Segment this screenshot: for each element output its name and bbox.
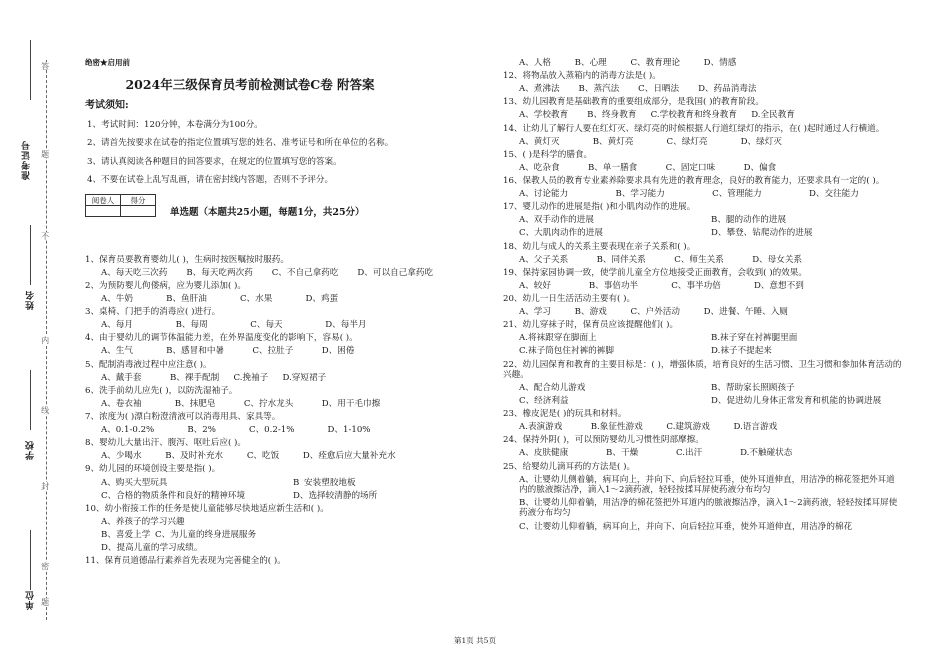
options: A、双手动作的进展 B、腿的动作的进展 bbox=[519, 215, 787, 226]
option: B、让婴幼儿仰着躺，用洁净的棉花签把外耳道内的脓液擦洁净，滴入1～2滴药液，轻轻按揉耳屏使药液分布均匀 bbox=[519, 498, 898, 519]
options: A、煮沸法 B、蒸汽法 C、日晒法 D、药品消毒法 bbox=[519, 84, 757, 95]
question-stem: 11、保育员道德品行素养首先表现为完善健全的( )。 bbox=[85, 556, 286, 567]
right-column bbox=[503, 58, 903, 535]
option: A、让婴幼儿侧着躺，病耳向上，并向下、向后轻拉耳垂，使外耳道伸直，用洁净的棉花签把外耳道内的脓液擦洁净，滴入1～2滴药液，轻轻按揉耳屏使药液分布均匀 bbox=[519, 474, 895, 496]
exam-number-field[interactable] bbox=[30, 40, 31, 100]
score-table bbox=[85, 194, 156, 217]
question bbox=[503, 268, 903, 291]
question-stem: 25、给婴幼儿滴耳药的方法是( )。 bbox=[503, 461, 636, 472]
options: A、父子关系 B、同伴关系 C、师生关系 D、母女关系 bbox=[519, 254, 803, 265]
question bbox=[85, 504, 485, 554]
question-stem: 15、( )是科学的膳食。 bbox=[503, 149, 593, 160]
seal-mark: 线 bbox=[40, 406, 50, 414]
question-stem: 13、幼儿园教育是基础教育的重要组成部分，是我国( )的教育阶段。 bbox=[503, 97, 764, 108]
seal-mark: 封 bbox=[40, 482, 50, 490]
question-stem: 9、幼儿园的环境创设主要是指( )。 bbox=[85, 464, 221, 475]
options: A、讨论能力 B、学习能力 C、管理能力 D、交往能力 bbox=[519, 189, 859, 200]
notice-item: 4、不要在试卷上乱写乱画，请在密封线内答题，否则不予评分。 bbox=[87, 174, 334, 185]
options: A、人格 B、心理 C、教育理论 D、情感 bbox=[519, 58, 737, 68]
question-stem: 16、保教人员的教育专业素养除要求具有先进的教育理念，良好的教育能力，还要求具有一定的( )。 bbox=[503, 175, 885, 186]
question-stem: 1、保育员要教育婴幼儿( )，生病时按医嘱按时服药。 bbox=[85, 254, 289, 265]
question bbox=[85, 386, 485, 409]
question bbox=[503, 71, 903, 94]
question bbox=[85, 281, 485, 304]
page-footer: 第1页 共5页 bbox=[454, 636, 496, 645]
seal-mark: 不 bbox=[40, 232, 50, 240]
name-label: 姓名 bbox=[26, 290, 36, 310]
option: B、喜爱上学 C、为儿童的终身进展服务 bbox=[101, 529, 257, 540]
question-stem: 22、幼儿园保育和教育的主要目标是：( )，增强体质，培育良好的生活习惯、卫生习惯和参加体育活动的兴趣。 bbox=[503, 359, 902, 380]
options: A、每天吃三次药 B、每天吃两次药 C、不自己拿药吃 D、可以自己拿药吃 bbox=[101, 267, 434, 278]
options: C、合格的物质条件和良好的精神环境 D、选择较清静的场所 bbox=[101, 490, 378, 501]
notice-heading: 考试须知: bbox=[85, 100, 129, 111]
question-stem: 8、婴幼儿大量出汗、腹泻、呕吐后应( )。 bbox=[85, 438, 246, 449]
seal-mark: 答 bbox=[40, 62, 50, 70]
question bbox=[503, 176, 903, 199]
question bbox=[85, 307, 485, 330]
question bbox=[85, 412, 485, 435]
options: A、较好 B、事倍功半 C、事半功倍 D、意想不到 bbox=[519, 280, 804, 291]
seal-mark: 密 bbox=[40, 562, 50, 570]
seal-mark: 题 bbox=[40, 150, 50, 158]
left-column bbox=[85, 58, 485, 569]
score-cell[interactable] bbox=[121, 206, 156, 217]
question bbox=[503, 294, 903, 317]
question bbox=[503, 360, 903, 407]
question-stem: 14、让幼儿了解行人要在红灯灭、绿灯亮的时候根据人行道红绿灯的指示，在( )起时通过人行横道。 bbox=[503, 123, 885, 134]
option: C、让婴幼儿仰着躺，病耳向上，并向下、向后轻拉耳垂，使外耳道伸直，用洁净的棉花 bbox=[519, 521, 853, 532]
reviewer-cell[interactable] bbox=[86, 206, 121, 217]
option: D、提高儿童的学习成绩。 bbox=[101, 543, 203, 554]
school-field[interactable] bbox=[30, 370, 31, 430]
question bbox=[85, 464, 485, 501]
exam-number-label: 准考证号 bbox=[22, 140, 32, 180]
question-stem: 23、橡皮泥是( )的玩具和材料。 bbox=[503, 409, 627, 420]
score-box bbox=[85, 193, 485, 218]
question-stem: 7、浓度为( )漂白粉澄清液可以消毒用具、家具等。 bbox=[85, 411, 281, 422]
question bbox=[85, 360, 485, 383]
options: A、少喝水 B、及时补充水 C、吃饭 D、痊愈后应大量补充水 bbox=[101, 451, 396, 462]
question bbox=[503, 435, 903, 458]
question bbox=[85, 333, 485, 356]
question bbox=[503, 150, 903, 173]
school-label: 学校 bbox=[26, 440, 36, 460]
question-stem: 18、幼儿与成人的关系主要表现在亲子关系和( )。 bbox=[503, 241, 696, 252]
section-heading: 单选题（本题共25小题，每题1分，共25分） bbox=[170, 207, 365, 219]
notice-item: 1、考试时间：120分钟，本卷满分为100分。 bbox=[87, 120, 263, 130]
options: A、卷衣袖 B、抹肥皂 C、拧水龙头 D、用干毛巾擦 bbox=[101, 398, 381, 409]
question bbox=[503, 409, 903, 432]
question-stem: 17、婴儿动作的进展是指( )和小肌肉动作的进展。 bbox=[503, 202, 696, 213]
question bbox=[503, 202, 903, 239]
options: A、配合幼儿游戏 B、帮助家长照顾孩子 bbox=[519, 382, 795, 393]
options: A、戴手套 B、裸手配制 C.挽袖子 D.穿短裙子 bbox=[101, 372, 327, 383]
options: A、生气 B、感冒和中暑 C、拉肚子 D、困倦 bbox=[101, 346, 355, 357]
question-stem: 12、将物品放入蒸箱内的消毒方法是( )。 bbox=[503, 71, 661, 82]
score-header: 得分 bbox=[121, 195, 156, 206]
options: A、购买大型玩具 B 安装塑胶地板 bbox=[101, 477, 356, 488]
question-list-left bbox=[85, 255, 485, 567]
page-title: 2024年三级保育员考前检测试卷C卷 附答案 bbox=[125, 77, 375, 92]
notice-item: 2、请首先按要求在试卷的指定位置填写您的姓名、准考证号和所在单位的名称。 bbox=[87, 138, 394, 149]
question bbox=[503, 242, 903, 265]
question bbox=[85, 438, 485, 461]
options: A、每月 B、每周 C、每天 D、每半月 bbox=[101, 320, 367, 331]
options: C、经济利益 D、促进幼儿身体正常发育和机能的协调进展 bbox=[519, 396, 882, 407]
question-stem: 2、为预防婴儿佝偻病，应为婴儿添加( )。 bbox=[85, 280, 246, 291]
options: C、大肌肉动作的进展 D、攀登、钻爬动作的进展 bbox=[519, 228, 813, 239]
options: A、吃杂食 B、单一膳食 C、固定口味 D、偏食 bbox=[519, 162, 777, 173]
seal-mark: 题 bbox=[40, 598, 50, 606]
options: A、黄灯灭 B、黄灯亮 C、绿灯亮 D、绿灯灭 bbox=[519, 136, 782, 147]
question-stem: 21、幼儿穿袜子时，保育员应该提醒他们( )。 bbox=[503, 320, 679, 331]
question bbox=[503, 320, 903, 357]
question-stem: 24、保持外阴( )，可以预防婴幼儿习惯性阴部摩擦。 bbox=[503, 435, 704, 446]
options: A、学校教育 B、终身教育 C.学校教育和终身教育 D.全民教育 bbox=[519, 110, 795, 121]
options: A、0.1-0.2% B、2% C、0.2-1% D、1-10% bbox=[101, 425, 371, 436]
option: A、养孩子的学习兴趣 bbox=[101, 516, 185, 527]
question-stem: 6、洗手前幼儿应先( )，以防洗湿袖子。 bbox=[85, 385, 238, 396]
question-stem: 4、由于婴幼儿的调节体温能力差，在外界温度变化的影响下，容易( )。 bbox=[85, 333, 358, 344]
options: A.将袜跟穿在脚面上 B.袜子穿在衬裤腿里面 bbox=[519, 333, 798, 344]
question-stem: 10、幼小衔接工作的任务是使儿童能够尽快地适应新生活和( )。 bbox=[85, 503, 329, 514]
secret-mark: 绝密★启用前 bbox=[85, 58, 130, 67]
question bbox=[503, 97, 903, 120]
question-stem: 3、桌椅、门把手的消毒应( )进行。 bbox=[85, 307, 221, 318]
notice-item: 3、请认真阅读各种题目的回答要求，在规定的位置填写您的答案。 bbox=[87, 156, 342, 167]
options: C.袜子筒包住衬裤的裤脚 D.袜子不提起来 bbox=[519, 346, 772, 357]
options: A.表演游戏 B.象征性游戏 C.建筑游戏 D.语言游戏 bbox=[519, 422, 778, 433]
seal-mark: 内 bbox=[40, 336, 50, 344]
options: A、学习 B、游戏 C、户外活动 D、进餐、午睡、入厕 bbox=[519, 307, 788, 318]
unit-field[interactable] bbox=[30, 530, 31, 590]
question bbox=[503, 462, 903, 532]
name-field[interactable] bbox=[30, 225, 31, 285]
binding-margin bbox=[0, 0, 60, 671]
options: A、牛奶 B、鱼肝油 C、水果 D、鸡蛋 bbox=[101, 293, 339, 304]
question-stem: 19、保持家园协调一致，使学前儿童全方位地接受正面教育，会收到( )的效果。 bbox=[503, 267, 807, 278]
options: A、皮肤健康 B、干燥 C.出汗 D.不触碰状态 bbox=[519, 448, 793, 459]
unit-label: 单位 bbox=[26, 590, 36, 610]
question bbox=[85, 255, 485, 278]
question bbox=[503, 124, 903, 147]
question-stem: 5、配制消毒液过程中应注意( )。 bbox=[85, 359, 212, 370]
question-stem: 20、幼儿一日生活活动主要有( )。 bbox=[503, 293, 636, 304]
reviewer-header: 阅卷人 bbox=[86, 195, 121, 206]
